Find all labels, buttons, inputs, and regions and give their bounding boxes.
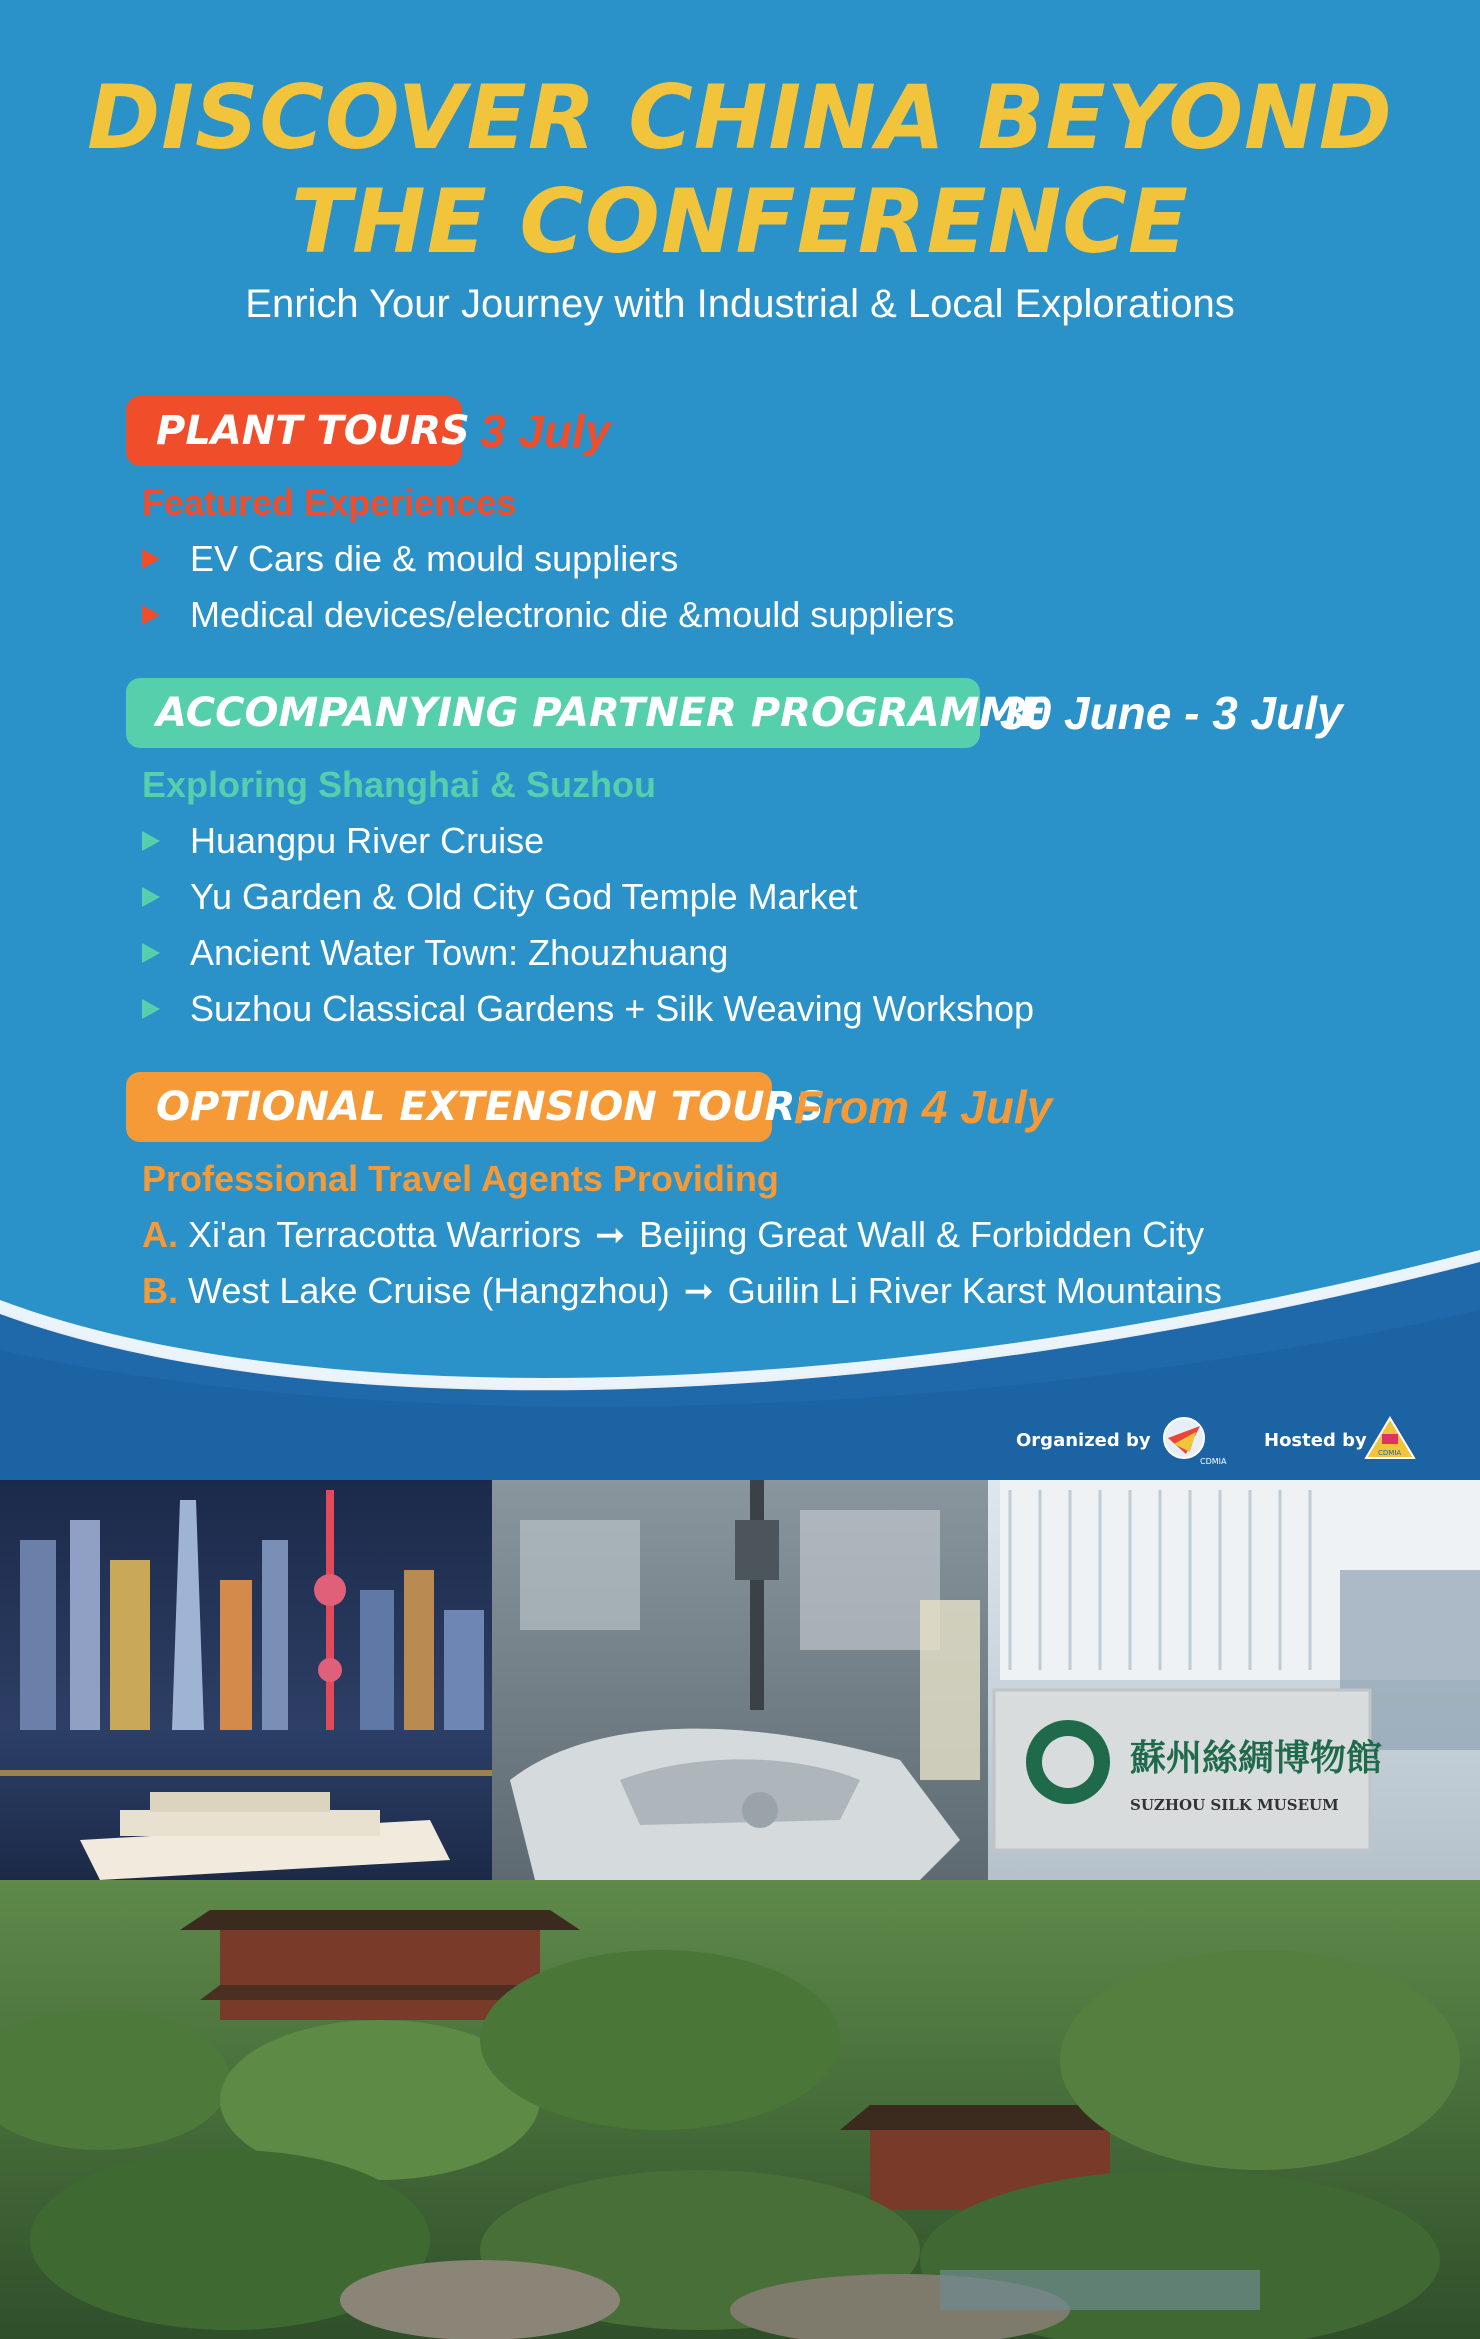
hosted-by-label: Hosted by — [1264, 1430, 1367, 1451]
plant-tours-item-text: Medical devices/electronic die &mould suppliers — [190, 594, 955, 635]
partner-programme-item-text: Suzhou Classical Gardens + Silk Weaving Workshop — [190, 988, 1035, 1029]
route-to: Beijing Great Wall & Forbidden City — [639, 1214, 1205, 1255]
photo-shanghai-skyline — [0, 1480, 492, 1900]
poster-title — [0, 66, 1480, 274]
photo-collage — [0, 1480, 1480, 2339]
arrow-right-icon: ➞ — [683, 1270, 714, 1311]
wave-decoration — [0, 1240, 1480, 1480]
plant-tours-date: 3 July — [480, 405, 611, 457]
triangle-bullet-icon — [142, 549, 160, 569]
partner-programme-date: 30 June - 3 July — [1000, 687, 1343, 739]
title-line-2: THE CONFERENCE — [291, 170, 1189, 273]
triangle-bullet-icon — [142, 887, 160, 907]
route-letter: B. — [142, 1270, 178, 1311]
host-logo — [1362, 1414, 1418, 1464]
partner-programme-item-text: Yu Garden & Old City God Temple Market — [190, 876, 858, 917]
extension-tours-heading: Professional Travel Agents Providing — [142, 1158, 779, 1199]
plant-tours-heading: Featured Experiences — [142, 482, 517, 523]
plant-tours-item-text: EV Cars die & mould suppliers — [190, 538, 679, 579]
partner-programme-item-text: Ancient Water Town: Zhouzhuang — [190, 932, 729, 973]
arrow-right-icon: ➞ — [595, 1214, 626, 1255]
photo-classical-garden — [0, 1880, 1480, 2339]
route-from: West Lake Cruise (Hangzhou) — [188, 1270, 670, 1311]
triangle-bullet-icon — [142, 831, 160, 851]
partner-programme-badge: ACCOMPANYING PARTNER PROGRAMME — [126, 678, 980, 748]
partner-programme-heading: Exploring Shanghai & Suzhou — [142, 764, 657, 805]
svg-text:CDMIA: CDMIA — [1378, 1449, 1402, 1457]
title-line-1: DISCOVER CHINA BEYOND — [87, 66, 1393, 169]
route-to: Guilin Li River Karst Mountains — [727, 1270, 1222, 1311]
route-from: Xi'an Terracotta Warriors — [188, 1214, 581, 1255]
triangle-bullet-icon — [142, 943, 160, 963]
plant-tours-item — [142, 538, 678, 580]
photo-factory-mould — [492, 1480, 988, 1900]
extension-tours-badge: OPTIONAL EXTENSION TOURS — [126, 1072, 772, 1142]
partner-programme-item — [142, 932, 728, 974]
plant-tours-item — [142, 594, 954, 636]
partner-programme-item-text: Huangpu River Cruise — [190, 820, 545, 861]
triangle-bullet-icon — [142, 999, 160, 1019]
organized-by-label: Organized by — [1016, 1430, 1151, 1451]
route-letter: A. — [142, 1214, 178, 1255]
plant-tours-badge: PLANT TOURS — [126, 396, 462, 466]
extension-tours-date: From 4 July — [794, 1081, 1053, 1133]
partner-programme-item — [142, 820, 544, 862]
svg-text:蘇州絲綢博物館: 蘇州絲綢博物館 — [1130, 1737, 1383, 1779]
partner-programme-item — [142, 988, 1034, 1030]
svg-text:SUZHOU SILK MUSEUM: SUZHOU SILK MUSEUM — [1130, 1796, 1339, 1814]
organizer-logo — [1156, 1412, 1240, 1468]
photo-suzhou-silk-museum — [988, 1480, 1480, 1940]
partner-programme-item — [142, 876, 858, 918]
triangle-bullet-icon — [142, 605, 160, 625]
svg-text:CDMIA: CDMIA — [1200, 1457, 1227, 1466]
poster-subtitle: Enrich Your Journey with Industrial & Local Explorations — [245, 282, 1235, 326]
